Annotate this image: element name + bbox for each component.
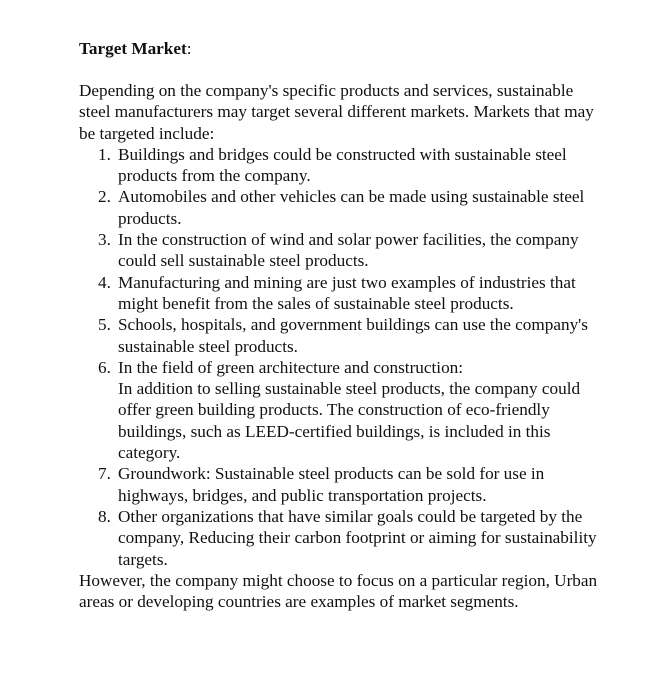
list-item-number: 1. xyxy=(98,144,111,164)
list-item xyxy=(98,186,599,229)
list-item-number: 5. xyxy=(98,315,111,335)
list-item-number: 6. xyxy=(98,357,111,377)
list-item xyxy=(98,463,599,506)
list-item xyxy=(98,357,599,463)
heading-label: Target Market xyxy=(79,39,187,58)
list-item xyxy=(98,229,599,272)
list-item-number: 4. xyxy=(98,272,111,292)
closing-paragraph: However, the company might choose to focus on a particular region, Urban areas or developing countries are examples of market segments. xyxy=(79,570,598,612)
list-item-number: 3. xyxy=(98,230,111,250)
section-heading xyxy=(79,38,599,59)
list-item-text: Schools, hospitals, and government buildings can use the company's sustainable steel products. xyxy=(118,315,588,356)
list-item-number: 2. xyxy=(98,187,111,207)
list-item-text: Automobiles and other vehicles can be made using sustainable steel products. xyxy=(118,187,585,228)
list-item-text: Manufacturing and mining are just two examples of industries that might benefit from the sales of sustainable steel products. xyxy=(118,272,576,313)
list-item-detail: In addition to selling sustainable steel products, the company could offer green building products. The construction of eco-friendly buildings, such as LEED-certified buildings, is included in this category. xyxy=(118,379,581,463)
list-item-text: Other organizations that have similar goals could be targeted by the company, Reducing their carbon footprint or aiming for sustainability targets. xyxy=(118,506,597,569)
list-item-text: In the construction of wind and solar power facilities, the company could sell sustainable steel products. xyxy=(118,230,579,271)
list-item-text: Buildings and bridges could be constructed with sustainable steel products from the company. xyxy=(118,144,567,186)
list-item xyxy=(98,506,599,570)
market-list xyxy=(79,144,599,570)
document-body xyxy=(79,38,599,612)
list-item xyxy=(98,144,599,187)
list-item-number: 7. xyxy=(98,464,111,484)
list-item-text: In the field of green architecture and construction: xyxy=(118,357,464,377)
intro-paragraph: Depending on the company's specific products and services, sustainable steel manufacturers may target several different markets. Markets that may be targeted include: xyxy=(79,81,594,143)
list-item-number: 8. xyxy=(98,506,111,526)
list-item-text: Groundwork: Sustainable steel products can be sold for use in highways, bridges, and public transportation projects. xyxy=(118,464,545,505)
list-item xyxy=(98,314,599,357)
heading-colon: : xyxy=(186,39,192,58)
list-item xyxy=(98,272,599,315)
